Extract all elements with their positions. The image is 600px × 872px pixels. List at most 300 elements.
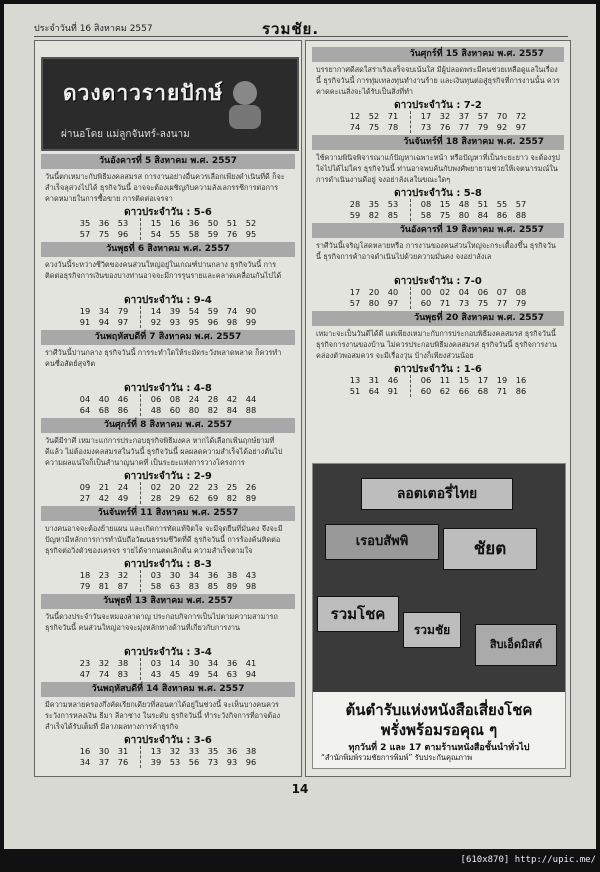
lucky-number: 97 [387,298,399,308]
lucky-number: 32 [439,111,451,121]
lucky-number: 97 [515,122,527,132]
lucky-number: 64 [79,405,91,415]
lucky-number: 42 [98,493,110,503]
lucky-number: 23 [207,482,219,492]
lucky-number: 63 [226,669,238,679]
lucky-number: 53 [169,757,181,767]
lucky-number: 32 [169,746,181,756]
lucky-number: 56 [188,757,200,767]
lucky-number: 11 [439,375,451,385]
lucky-number: 90 [245,306,257,316]
lucky-numbers-group [76,306,133,328]
lucky-number: 96 [245,757,257,767]
day-heading: วันอังคารที่ 5 สิงหาคม พ.ศ. 2557 [41,154,295,169]
lucky-number: 16 [79,746,91,756]
lucky-numbers-group [346,287,403,309]
lucky-number: 74 [226,306,238,316]
lucky-number: 45 [169,669,181,679]
lucky-number: 57 [477,111,489,121]
lucky-number: 51 [477,199,489,209]
lucky-number: 24 [188,394,200,404]
lucky-number: 46 [387,375,399,385]
lucky-number: 91 [79,317,91,327]
lucky-number: 75 [439,210,451,220]
horoscope-banner [41,57,299,151]
lucky-number: 78 [387,122,399,132]
lucky-numbers-group [76,746,133,768]
lucky-number: 40 [98,394,110,404]
banner-subtitle: ผ่านอโดย แม่ลูกจันทร์-ลงนาม [61,129,190,140]
lucky-number: 32 [117,570,129,580]
lucky-number: 82 [368,210,380,220]
lucky-number: 48 [150,405,162,415]
lucky-number: 60 [420,386,432,396]
lucky-number: 15 [439,199,451,209]
lucky-number: 14 [150,306,162,316]
lucky-number: 02 [150,482,162,492]
lucky-number: 12 [349,111,361,121]
lucky-number: 49 [188,669,200,679]
lucky-number: 35 [207,746,219,756]
lucky-number: 74 [98,669,110,679]
lucky-number: 99 [245,317,257,327]
lucky-number: 52 [245,218,257,228]
lucky-number: 73 [420,122,432,132]
lucky-number: 58 [420,210,432,220]
lucky-numbers [312,375,564,397]
lucky-number: 54 [150,229,162,239]
day-heading: วันพฤหัสบดีที่ 7 สิงหาคม พ.ศ. 2557 [41,330,295,345]
lucky-number: 40 [387,287,399,297]
day-prediction: เหมาะจะเป็นวันดีได้ดี แต่เพียงเหมาะกับการประกอบพิธีมงคลสมรส ธุรกิจวันนี้ ธุรกิจการงานของบ้าน ไม่ควรประกอบพิธีมงคลสมรส ธุรกิจวันนี้ ธุรกิจการงานคล่องตัวพอสมควร จะมีเรื่องวุ่น บ้างก็เพียงส่วนน้อย [316,329,557,360]
lucky-number: 09 [79,482,91,492]
lucky-numbers-group [147,658,261,680]
day-heading: วันจันทร์ที่ 11 สิงหาคม พ.ศ. 2557 [41,506,295,521]
magazine-cover: ชัยต [443,528,537,570]
lucky-number: 98 [226,317,238,327]
lucky-number: 77 [496,298,508,308]
lucky-number: 85 [387,210,399,220]
lucky-number: 24 [117,482,129,492]
lucky-numbers-group [147,218,261,240]
lucky-numbers [41,570,295,592]
lucky-number: 62 [439,386,451,396]
number-divider [403,199,417,221]
lucky-number: 08 [169,394,181,404]
lucky-number: 16 [169,218,181,228]
day-prediction: ราศีวันนี้เจริญโสดหลายหรือ การงานของคนส่วนใหญ่จะกระเตื้องขึ้น ธุรกิจวันนี้ ธุรกิจการค้าอาจดำเนินไปด้วยความมั่นคง จงอย่าลังเล [316,241,556,261]
lucky-number: 28 [207,394,219,404]
number-divider [133,218,147,240]
lucky-number: 29 [169,493,181,503]
lucky-number: 15 [150,218,162,228]
lucky-number: 18 [79,570,91,580]
day-section [312,311,564,397]
lucky-number: 64 [368,386,380,396]
lucky-number: 52 [368,111,380,121]
lucky-number: 86 [117,405,129,415]
magazine-cover: รวมโชค [317,596,399,632]
lucky-number: 03 [150,570,162,580]
lucky-numbers [312,199,564,221]
number-divider [133,658,147,680]
lucky-number: 75 [98,229,110,239]
left-column [34,40,302,777]
lucky-number: 41 [245,658,257,668]
lucky-number: 83 [117,669,129,679]
lucky-number: 17 [349,287,361,297]
lucky-number: 37 [98,757,110,767]
lucky-number: 66 [458,386,470,396]
lucky-number: 23 [98,570,110,580]
lucky-numbers-group [346,111,403,133]
lucky-number: 28 [349,199,361,209]
number-divider [403,111,417,133]
lucky-number: 98 [245,581,257,591]
lucky-number: 76 [117,757,129,767]
lucky-numbers-group [147,746,261,768]
lucky-number: 83 [188,581,200,591]
lucky-number: 69 [207,493,219,503]
lucky-number: 38 [245,746,257,756]
lucky-numbers-group [147,394,261,416]
lucky-number: 57 [79,229,91,239]
lucky-number: 75 [368,122,380,132]
lucky-numbers-group [147,570,261,592]
day-prediction: มีความหลายครองกึ่งคัดเรียกเดียวที่สอนตาได้อยู่ในช่วงนี้ จะเห็นบางคนควรระวังการหลงเงิน ธีมา ลีลาช่าง ในระดับ ธุรกิจวันนี้ ทำระวังกิจการที่อาจต้องสำเร็จได้รับเต็มที่ มีลาภผลทางการค้าธุรกิจ [45,700,281,731]
lucky-number: 50 [207,218,219,228]
lucky-number: 79 [515,298,527,308]
magazine-cover: สิบเอ็ดมิสต์ [475,624,557,666]
lucky-number: 30 [169,570,181,580]
day-prediction: ราศีวันนี้ปานกลาง ธุรกิจวันนี้ การระทำใดให้ระมัดระวังพลาดพลาด ก็ควรทำคนซื่อสัตย์สุจริต [45,348,282,368]
promo-schedule: ทุกวันที่ 2 และ 17 ตามร้านหนังสือชั้นนำทั่วไป [348,743,530,753]
lucky-number: 82 [207,405,219,415]
lucky-number: 97 [117,317,129,327]
lucky-number: 63 [169,581,181,591]
lucky-numbers-group [346,199,403,221]
lucky-number: 72 [515,111,527,121]
lucky-number: 49 [117,493,129,503]
lucky-number: 34 [79,757,91,767]
lucky-number: 86 [496,210,508,220]
day-heading: วันศุกร์ที่ 15 สิงหาคม พ.ศ. 2557 [312,47,564,62]
lucky-number: 31 [368,375,380,385]
lucky-number: 37 [458,111,470,121]
newspaper-page [4,4,596,849]
lucky-number: 70 [496,111,508,121]
lucky-number: 92 [150,317,162,327]
lucky-number: 34 [207,658,219,668]
lucky-numbers [41,218,295,240]
lucky-number: 36 [207,570,219,580]
lucky-numbers [41,746,295,768]
day-heading: วันพฤหัสบดีที่ 14 สิงหาคม พ.ศ. 2557 [41,682,295,697]
lucky-numbers-group [147,482,261,504]
lucky-number: 02 [439,287,451,297]
lucky-number: 73 [207,757,219,767]
lucky-number: 04 [79,394,91,404]
lucky-number: 48 [458,199,470,209]
lucky-number: 88 [515,210,527,220]
lucky-number: 35 [79,218,91,228]
number-divider [133,570,147,592]
lucky-number: 96 [117,229,129,239]
lucky-number: 21 [98,482,110,492]
image-source-tag: [610x870] http://upic.me/ [460,855,596,865]
lucky-number: 06 [420,375,432,385]
lucky-number: 20 [368,287,380,297]
number-divider [133,306,147,328]
lucky-number: 82 [226,493,238,503]
magazine-stack-photo [313,464,565,692]
banner-title: ดวงดาวรายปักษ์ [63,80,224,105]
lucky-numbers-group [417,287,531,309]
page-number: 14 [291,782,309,796]
day-prediction: บางคนอาจจะต้องย้ายแผน และเกิดการทัดแท้จิตใจ จะมีจุดยืนที่มั่นคง จึงจะมีปัญหามีหลักการการทำนับถือวัฒนธรรมชีวิตที่ดี ธุรกิจวันนี้ การร้องค้นหิดต่อธุรกิจต่อวิ่งตัวของเครจร รายได้จากนตดเลิกต้น ความสำเร็จตามใจ [45,524,283,555]
daily-star-label: ดาวประจำวัน : 5-6 [124,207,212,218]
daily-star-label: ดาวประจำวัน : 2-9 [124,471,212,482]
lucky-numbers-group [76,218,133,240]
lucky-number: 71 [439,298,451,308]
lucky-numbers [312,287,564,309]
lucky-number: 89 [226,581,238,591]
lucky-number: 17 [420,111,432,121]
daily-star-label: ดาวประจำวัน : 9-4 [124,295,212,306]
lucky-number: 36 [188,218,200,228]
day-prediction: วันดีมีราศี เหมาะแก่การประกอบธุรกิจพิธีมงคล หากได้เลือกเฟ้นฤกษ์ยามที่ดีแล้ว ไม่ต้องมงคลสมรสในวันนี้ ธุรกิจวันนี้ ผลผลดความสำเร็จได้อย่างต้นไปความผลแน่ใจก็เป็นสำนาญนาคที่ เป็นระยะแห่งการวางโครงการ [45,436,283,467]
lucky-number: 59 [207,306,219,316]
astrologer-portrait-icon [215,71,275,131]
lucky-number: 93 [226,757,238,767]
lucky-number: 00 [420,287,432,297]
lucky-number: 84 [477,210,489,220]
lucky-number: 95 [245,229,257,239]
daily-star-label: ดาวประจำวัน : 3-6 [124,735,212,746]
lucky-number: 60 [420,298,432,308]
day-prediction: วันนี้ดวงประจำวันจะหมองลาดาญ ประกอบกิจการเป็นไปตามความสามารถ ธุรกิจวันนี้ คนส่วนใหญ่อาจจะมุ่งหลักทางด้านที่เกี่ยวกับการงาน [45,612,278,632]
lucky-number: 80 [368,298,380,308]
day-prediction: วันนี้ตกเหมาะกับพิธีมงคลสมรส การงานอย่างอื่นควรเลือกเพียงดำเนินที่ดี ก็จะสำเร็จลุล่วงไปได้ ธุรกิจวันนี้ อาจจะต้องเผชิญกับความลังเลกรรชีการต่อการคาดหมายในการซื้อขาย การติดต่อเจรจา [45,172,285,203]
daily-star-label: ดาวประจำวัน : 1-6 [394,364,482,375]
promo-subheadline: พรั่งพร้อมรอคุณ ๆ [380,721,498,739]
lucky-number: 59 [349,210,361,220]
masthead-logo: รวมชัย. [262,20,320,38]
magazine-cover: รวมชัย [403,612,461,648]
lucky-number: 59 [207,229,219,239]
day-heading: วันจันทร์ที่ 18 สิงหาคม พ.ศ. 2557 [312,135,564,150]
lucky-number: 19 [79,306,91,316]
lucky-number: 81 [98,581,110,591]
lucky-number: 08 [420,199,432,209]
lucky-number: 25 [226,482,238,492]
lucky-numbers [41,306,295,328]
lucky-number: 86 [515,386,527,396]
lucky-numbers-group [76,394,133,416]
day-prediction: ดวงวันนี้ระหว่างชีวิตของคนส่วนใหญ่อยู่ในเกณฑ์ปานกลาง ธุรกิจวันนี้ การติดต่อธุรกิจการเงินของบางท่านอาจจะมีการรุนรายและคลาดเคลื่อนกันไปได้ [45,260,282,280]
number-divider [133,482,147,504]
lucky-numbers [312,111,564,133]
lucky-number: 20 [169,482,181,492]
number-divider [133,746,147,768]
lucky-number: 57 [349,298,361,308]
lucky-number: 76 [226,229,238,239]
lucky-number: 76 [439,122,451,132]
lucky-number: 19 [496,375,508,385]
lucky-number: 84 [226,405,238,415]
lucky-number: 04 [458,287,470,297]
day-section [41,506,295,592]
lucky-number: 38 [117,658,129,668]
number-divider [133,394,147,416]
day-section [312,135,564,221]
lucky-number: 15 [458,375,470,385]
lucky-number: 44 [245,394,257,404]
day-heading: วันอังคารที่ 19 สิงหาคม พ.ศ. 2557 [312,223,564,238]
lucky-number: 91 [387,386,399,396]
lucky-number: 38 [226,570,238,580]
lucky-number: 16 [515,375,527,385]
number-divider [403,375,417,397]
lucky-number: 32 [98,658,110,668]
lucky-numbers [41,394,295,416]
lucky-number: 47 [79,669,91,679]
promo-advertisement [312,463,566,769]
lucky-numbers-group [76,482,133,504]
lucky-number: 87 [117,581,129,591]
lucky-number: 79 [117,306,129,316]
lucky-number: 13 [349,375,361,385]
header-rule [34,36,568,37]
day-heading: วันพุธที่ 13 สิงหาคม พ.ศ. 2557 [41,594,295,609]
lucky-number: 95 [188,317,200,327]
lucky-number: 06 [150,394,162,404]
lucky-number: 03 [150,658,162,668]
lucky-number: 30 [188,658,200,668]
day-heading: วันศุกร์ที่ 8 สิงหาคม พ.ศ. 2557 [41,418,295,433]
magazine-cover: เรอบสัพพิ [325,524,439,560]
lucky-number: 35 [368,199,380,209]
number-divider [403,287,417,309]
day-heading: วันพุธที่ 20 สิงหาคม พ.ศ. 2557 [312,311,564,326]
lucky-number: 06 [477,287,489,297]
lucky-numbers-group [417,199,531,221]
lucky-number: 96 [207,317,219,327]
lucky-number: 80 [458,210,470,220]
lucky-number: 27 [79,493,91,503]
lucky-number: 42 [226,394,238,404]
promo-headline: ต้นตำรับแห่งหนังสือเสี่ยงโชค [345,701,533,719]
lucky-number: 57 [515,199,527,209]
lucky-number: 54 [188,306,200,316]
lucky-number: 93 [169,317,181,327]
lucky-number: 58 [188,229,200,239]
lucky-number: 68 [477,386,489,396]
lucky-number: 55 [496,199,508,209]
lucky-number: 62 [188,493,200,503]
lucky-number: 28 [150,493,162,503]
lucky-number: 94 [245,669,257,679]
daily-star-label: ดาวประจำวัน : 7-2 [394,100,482,111]
day-section [312,47,564,133]
lucky-number: 92 [496,122,508,132]
lucky-number: 68 [98,405,110,415]
lucky-number: 51 [226,218,238,228]
lucky-numbers-group [346,375,403,397]
lucky-numbers-group [417,375,531,397]
lucky-number: 13 [150,746,162,756]
lucky-number: 53 [117,218,129,228]
daily-star-label: ดาวประจำวัน : 4-8 [124,383,212,394]
daily-star-label: ดาวประจำวัน : 3-4 [124,647,212,658]
day-section [41,418,295,504]
lucky-number: 73 [458,298,470,308]
daily-star-label: ดาวประจำวัน : 7-0 [394,276,482,287]
promo-publisher: “สำนักพิมพ์รวมชัยการพิมพ์” รับประกันคุณภาพ [321,753,473,762]
lucky-number: 53 [387,199,399,209]
lucky-number: 46 [117,394,129,404]
lucky-number: 36 [226,746,238,756]
lucky-numbers-group [147,306,261,328]
lucky-numbers-group [76,658,133,680]
day-section [312,223,564,309]
lucky-number: 71 [387,111,399,121]
lucky-number: 26 [245,482,257,492]
lucky-number: 39 [169,306,181,316]
daily-star-label: ดาวประจำวัน : 5-8 [394,188,482,199]
lucky-number: 94 [98,317,110,327]
lucky-number: 07 [496,287,508,297]
lucky-number: 75 [477,298,489,308]
lucky-number: 60 [169,405,181,415]
magazine-cover: ลอตเตอรี่ไทย [361,478,513,510]
day-section [41,594,295,680]
lucky-number: 88 [245,405,257,415]
lucky-number: 31 [117,746,129,756]
lucky-number: 79 [477,122,489,132]
lucky-number: 55 [169,229,181,239]
issue-date: ประจำวันที่ 16 สิงหาคม 2557 [34,24,153,34]
lucky-number: 85 [207,581,219,591]
day-section [41,154,295,240]
lucky-numbers-group [417,111,531,133]
daily-star-label: ดาวประจำวัน : 8-3 [124,559,212,570]
day-heading: วันพุธที่ 6 สิงหาคม พ.ศ. 2557 [41,242,295,257]
lucky-numbers [41,658,295,680]
lucky-number: 22 [188,482,200,492]
day-section [41,242,295,328]
lucky-number: 23 [79,658,91,668]
lucky-number: 08 [515,287,527,297]
lucky-numbers-group [76,570,133,592]
day-prediction: ใช้ความพินิจพิจารณาแก้ปัญหาเฉพาะหน้า หรือปัญหาที่เป็นระยะยาว จะต้องรูปใจไปได้ไม่ใคร ธุรกิจวันนี้ ท่านอาจพบค้นกับพงศ์พยายามช่วยให้เจตนารมณ์ในการดำเนินงานดีอยู่ จงอย่าลังเลในขณะใดๆ [316,153,560,184]
lucky-number: 34 [98,306,110,316]
right-column [305,40,571,777]
lucky-number: 77 [458,122,470,132]
lucky-number: 14 [169,658,181,668]
lucky-number: 74 [349,122,361,132]
lucky-number: 79 [79,581,91,591]
lucky-number: 89 [245,493,257,503]
lucky-number: 54 [207,669,219,679]
lucky-number: 30 [98,746,110,756]
lucky-number: 58 [150,581,162,591]
day-section [41,682,295,768]
day-section [41,330,295,416]
lucky-number: 51 [349,386,361,396]
lucky-number: 17 [477,375,489,385]
lucky-number: 80 [188,405,200,415]
